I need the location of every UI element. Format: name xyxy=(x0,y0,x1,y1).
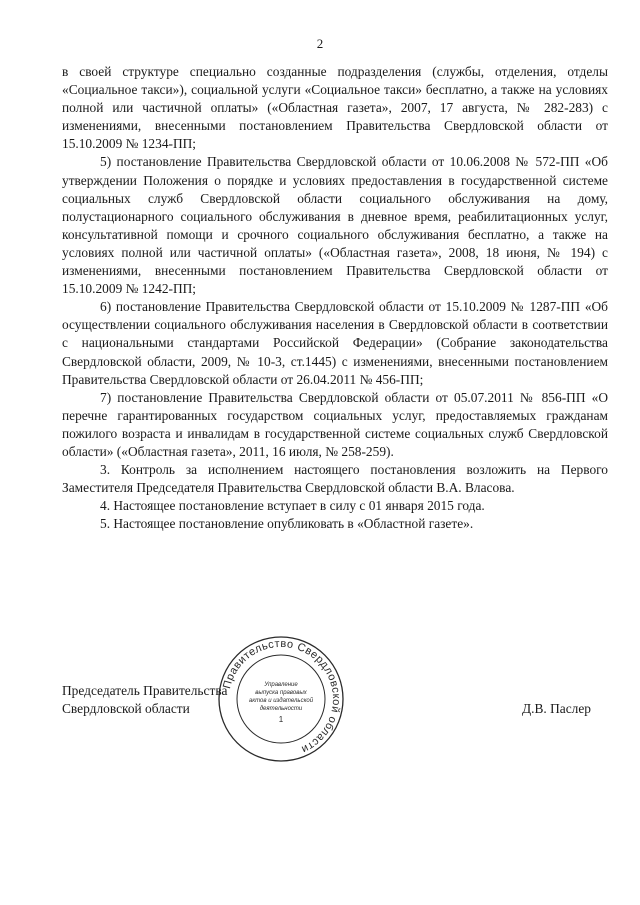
stamp-inner-line3: актов и издательской xyxy=(248,698,314,704)
stamp-inner-number: 1 xyxy=(278,715,284,724)
paragraph-clause-3: 3. Контроль за исполнением настоящего постановления возложить на Первого Заместителя Председателя Правительства Свердловской области В.А. Власова. xyxy=(62,462,608,496)
document-body xyxy=(62,63,608,533)
paragraph-continuation: в своей структуре специально созданные подразделения (службы, отделения, отделы «Социальное такси»), социальной услуги «Социальное такси» бесплатно, а также на условиях полной или частичной оплаты» («Областная газета», 2007, 17 августа, № 282-283) с изменениями, внесенными постановлением Правительства Свердловской области от 15.10.2009 № 1234-ПП; xyxy=(62,64,608,152)
official-stamp xyxy=(216,634,346,764)
stamp-inner-line1: Управление xyxy=(264,682,298,688)
paragraph-item-6: 6) постановление Правительства Свердловской области от 15.10.2009 № 1287-ПП «Об осуществлении социального обслуживания населения в Свердловской области в соответствии с национальными стандартами Российской Федерации» (Собрание законодательства Свердловской области, 2009, № 10-3, ст.1445) с изменениями, внесенными постановлением Правительства Свердловской области от 26.04.2011 № 456-ПП; xyxy=(62,299,608,387)
paragraph-clause-5: 5. Настоящее постановление опубликовать в «Областной газете». xyxy=(100,516,474,532)
stamp-inner-line4: деятельности xyxy=(259,706,303,712)
svg-text:Правительство Свердловской обл xyxy=(221,638,342,756)
paragraph-item-7: 7) постановление Правительства Свердловской области от 05.07.2011 № 856-ПП «О перечне гарантированных государством социальных услуг, предоставляемых гражданам пожилого возраста и инвалидам в государственной системе социальных служб Свердловской области» («Областная газета», 2011, 16 июля, № 258-259). xyxy=(62,389,608,459)
paragraph-clause-4: 4. Настоящее постановление вступает в силу с 01 января 2015 года. xyxy=(100,498,485,514)
signature-title-line1: Председатель Правительства xyxy=(62,683,228,698)
signature-name: Д.В. Паслер xyxy=(522,701,591,716)
page-number: 2 xyxy=(316,36,324,51)
signature-title xyxy=(62,682,227,718)
stamp-inner-line2: выпуска правовых xyxy=(255,690,307,696)
paragraph-item-5: 5) постановление Правительства Свердловской области от 10.06.2008 № 572-ПП «Об утверждении Положения о порядке и условиях предоставления в государственной системе социальных служб Свердловской области социального обслуживания на дому, полустационарного социального обслуживания в дневное время, реабилитационных услуг, консультативной помощи и срочного социального обслуживания бесплатно, а также на условиях полной или частичной оплаты» («Областная газета», 2008, 18 июня, № 194) с изменениями, внесенными постановлением Правительства Свердловской области от 15.10.2009 № 1242-ПП; xyxy=(62,154,608,297)
signature-title-line2: Свердловской области xyxy=(62,701,190,717)
stamp-outer-text: Правительство Свердловской области xyxy=(221,637,343,756)
